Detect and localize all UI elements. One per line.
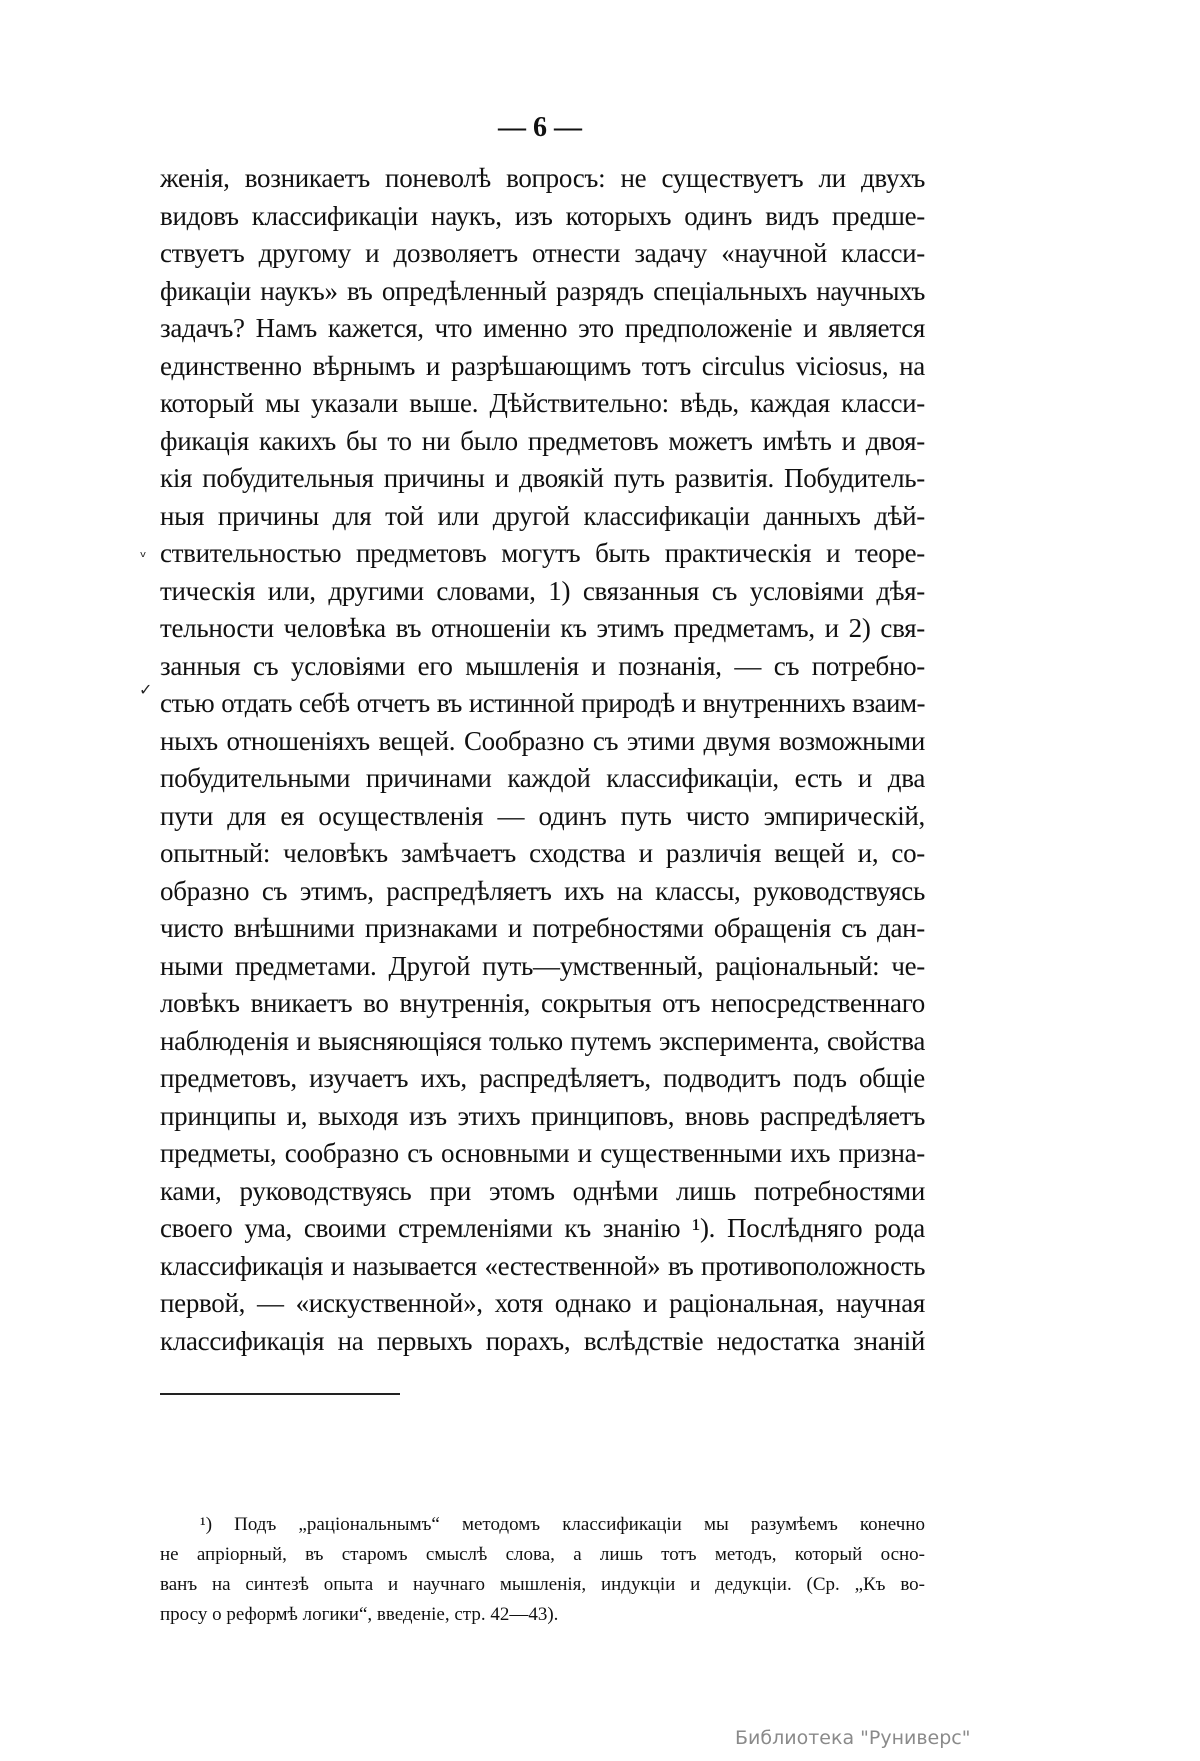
text-line: ками, руководствуясь при этомъ однѣми лишь потребностями [160,1175,925,1206]
footnote-line: ванъ на синтезѣ опыта и научнаго мышленія, индукціи и дедукціи. (Ср. „Къ во- [160,1574,925,1595]
text-line: ныхъ отношеніяхъ вещей. Сообразно съ этими двумя возможными [160,725,925,756]
text-line: кія побудительныя причины и двоякій путь развитія. Побудитель- [160,463,925,493]
text-line: предметы, сообразно съ основными и существенными ихъ призна- [160,1138,925,1168]
footnote-divider [160,1393,400,1395]
check-mark-icon: ᵥ [140,542,147,561]
text-line: который мы указали выше. Дѣйствительно: вѣдь, каждая класси- [160,388,925,418]
text-line: ными предметами. Другой путь—умственный, раціональный: че- [160,950,925,981]
text-line: образно съ этимъ, распредѣляетъ ихъ на классы, руководствуясь [160,875,925,906]
footnote [160,1514,925,1634]
page-number: — 6 — [498,112,582,143]
text-line: единственно вѣрнымъ и разрѣшающимъ тотъ circulus viciosus, на [160,350,925,381]
text-line: побудительными причинами каждой классификаціи, есть и два [160,763,925,793]
text-line: ныя причины для той или другой классификаціи данныхъ дѣй- [160,500,925,531]
text-line: задачъ? Намъ кажется, что именно это предположеніе и является [160,313,925,343]
text-line: ствуетъ другому и дозволяетъ отнести задачу «научной класси- [160,238,925,268]
text-line: фикаціи наукъ» въ опредѣленный разрядъ спеціальныхъ научныхъ [160,275,925,306]
text-line: наблюденія и выясняющіяся только путемъ эксперимента, свойства [160,1025,925,1056]
body-text [160,163,925,1363]
text-line: ствительностью предметовъ могутъ быть практическія и теоре- [160,538,925,568]
text-line: тельности человѣка въ отношеніи къ этимъ предметамъ, и 2) свя- [160,613,925,643]
text-line: фикація какихъ бы то ни было предметовъ можетъ имѣть и двоя- [160,425,925,456]
footnote-line: не апріорный, въ старомъ смыслѣ слова, а лишь тотъ методъ, который осно- [160,1544,925,1565]
text-line: стью отдать себѣ отчетъ въ истинной природѣ и внутреннихъ взаим- [160,688,925,718]
text-line: ловѣкъ вникаетъ во внутреннія, сокрытыя отъ непосредственнаго [160,988,925,1018]
library-watermark: Библиотека "Руниверс" [735,1727,971,1749]
text-line: чисто внѣшними признаками и потребностями обращенія съ дан- [160,913,925,943]
footnote-line: ¹) Подъ „раціональнымъ“ методомъ классификаціи мы разумѣемъ конечно [200,1514,925,1535]
text-line: женія, возникаетъ поневолѣ вопросъ: не существуетъ ли двухъ [160,163,925,193]
text-line: опытный: человѣкъ замѣчаетъ сходства и различія вещей и, со- [160,838,925,868]
text-line: первой, — «искуственной», хотя однако и раціональная, научная [160,1288,925,1318]
text-line: принципы и, выходя изъ этихъ принциповъ, вновь распредѣляетъ [160,1100,925,1131]
text-line: занныя съ условіями его мышленія и познанія, — съ потребно- [160,650,925,681]
text-line: классификація и называется «естественной» въ противоположность [160,1250,925,1281]
text-line: предметовъ, изучаетъ ихъ, распредѣляетъ, подводитъ подъ общіе [160,1063,925,1093]
text-line: тическія или, другими словами, 1) связанныя съ условіями дѣя- [160,575,925,606]
text-line: видовъ классификаціи наукъ, изъ которыхъ одинъ видъ предше- [160,200,925,231]
footnote-line: просу о реформѣ логики“, введеніе, стр. 42—43). [160,1604,559,1625]
text-line: пути для ея осуществленія — одинъ путь чисто эмпирическій, [160,800,925,831]
check-mark-icon: ✓ [139,680,153,699]
text-line: своего ума, своими стремленіями къ знанію ¹). Послѣдняго рода [160,1213,925,1243]
text-line: классификація на первыхъ порахъ, вслѣдствіе недостатка знаній [160,1325,925,1356]
